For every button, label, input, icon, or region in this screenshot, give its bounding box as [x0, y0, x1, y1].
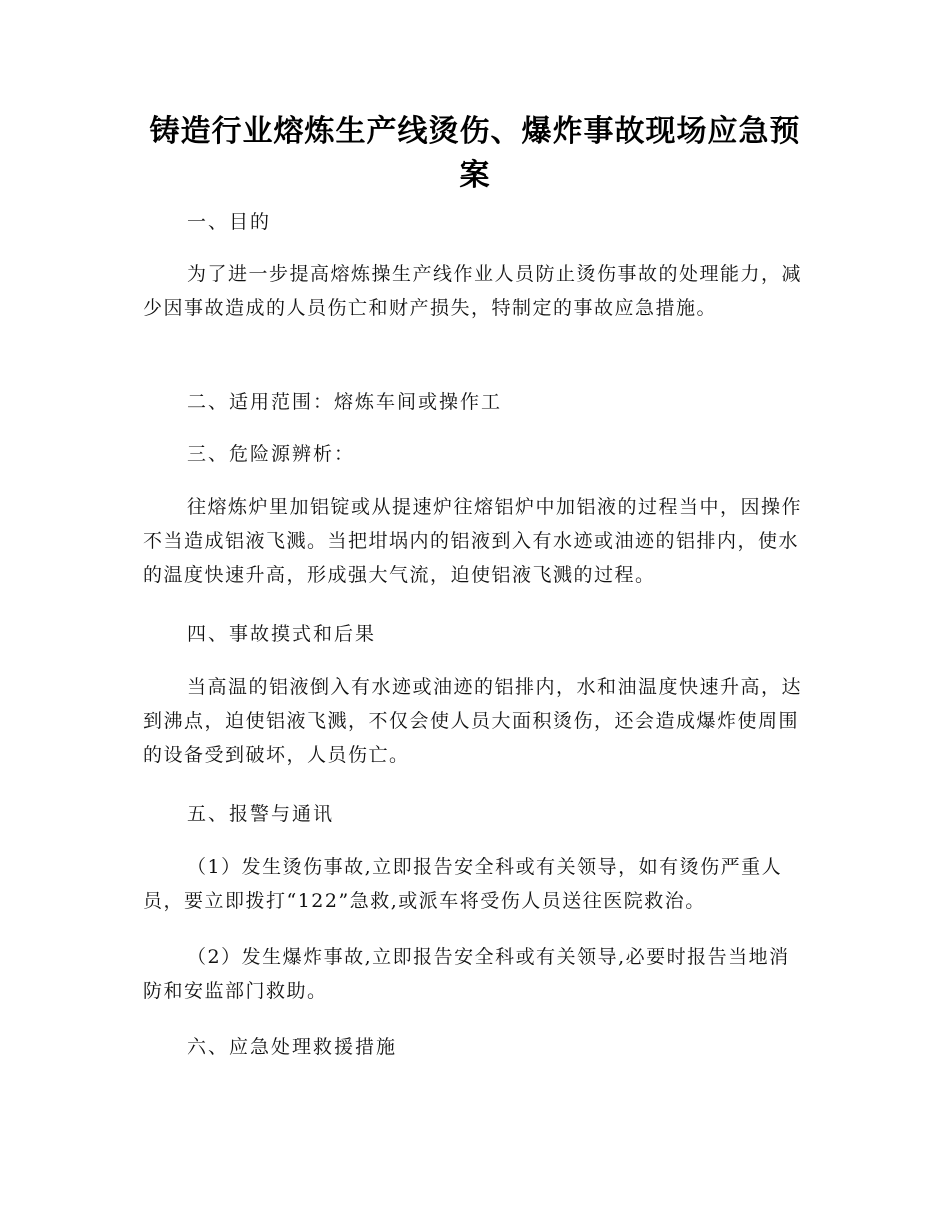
document-title: 铸造行业熔炼生产线烫伤、爆炸事故现场应急预案 [149, 114, 801, 193]
paragraph-alarm-1: （1）发生烫伤事故,立即报告安全科或有关领导，如有烫伤严重人员，要立即拨打“122”急救,或派车将受伤人员送往医院救治。 [143, 856, 783, 912]
paragraph-alarm-2: （2）发生爆炸事故,立即报告安全科或有关领导,必要时报告当地消防和安监部门救助。 [143, 946, 790, 1002]
section-heading-hazard: 三、危险源辨析： [187, 443, 356, 465]
section-heading-scope: 二、适用范围：熔炼车间或操作工 [187, 391, 503, 413]
section-heading-purpose: 一、目的 [187, 211, 272, 233]
paragraph-purpose: 为了进一步提高熔炼操生产线作业人员防止烫伤事故的处理能力，减少因事故造成的人员伤亡和财产损失，特制定的事故应急措施。 [143, 263, 803, 319]
paragraph-hazard: 往熔炼炉里加铝锭或从提速炉往熔铝炉中加铝液的过程当中，因操作不当造成铝液飞溅。当把坩埚内的铝液到入有水迹或油迹的铝排内，使水的温度快速升高，形成强大气流，迫使铝液飞溅的过程。 [143, 496, 803, 586]
section-heading-alarm: 五、报警与通讯 [187, 803, 335, 825]
section-heading-rescue: 六、应急处理救援措施 [187, 1036, 398, 1058]
section-heading-consequences: 四、事故摸式和后果 [187, 623, 377, 645]
paragraph-consequences: 当高温的铝液倒入有水迹或油迹的铝排内，水和油温度快速升高，达到沸点，迫使铝液飞溅，不仅会使人员大面积烫伤，还会造成爆炸使周围的设备受到破坏，人员伤亡。 [143, 676, 803, 766]
